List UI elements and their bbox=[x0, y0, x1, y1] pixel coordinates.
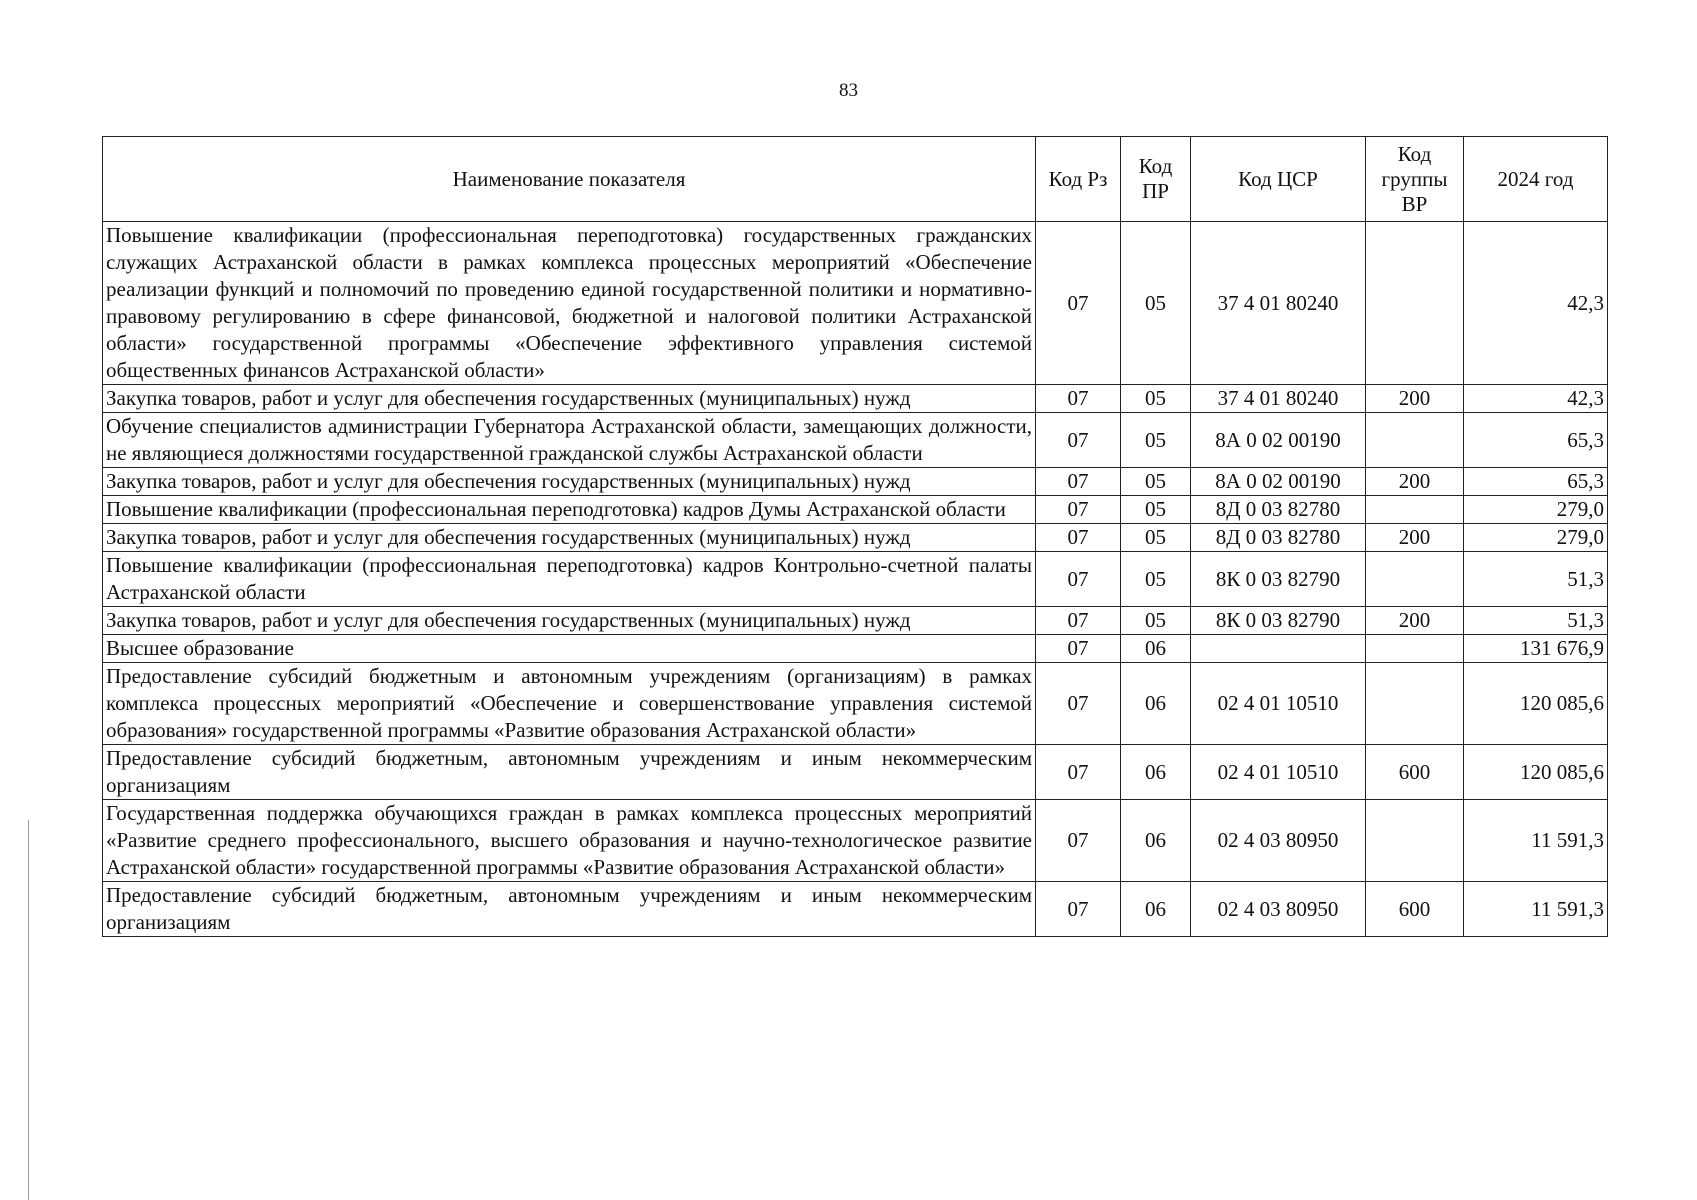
row-vr: 200 bbox=[1366, 385, 1464, 413]
row-csr: 02 4 03 80950 bbox=[1191, 882, 1366, 937]
row-name: Повышение квалификации (профессиональная переподготовка) государственных гражданских служащих Астраханской области в рамках комплекса процессных мероприятий «Обеспечение реализации функций и полномочий по проведению единой государственной политики и нормативно-правовому регулированию в сфере финансовой, бюджетной и налоговой политики Астраханской области» государственной программы «Обеспечение эффективного управления системой общественных финансов Астраханской области» bbox=[103, 222, 1036, 385]
row-amount: 42,3 bbox=[1464, 385, 1608, 413]
row-pr: 06 bbox=[1121, 635, 1191, 663]
table-row bbox=[103, 413, 1608, 468]
row-name: Закупка товаров, работ и услуг для обеспечения государственных (муниципальных) нужд bbox=[103, 524, 1036, 552]
row-name: Государственная поддержка обучающихся граждан в рамках комплекса процессных мероприятий «Развитие среднего профессионального, высшего образования и научно-технологическое развитие Астраханской области» государственной программы «Развитие образования Астраханской области» bbox=[103, 800, 1036, 882]
table-row bbox=[103, 385, 1608, 413]
row-pr: 06 bbox=[1121, 745, 1191, 800]
row-name: Высшее образование bbox=[103, 635, 1036, 663]
row-rz: 07 bbox=[1036, 800, 1121, 882]
table-row bbox=[103, 882, 1608, 937]
row-rz: 07 bbox=[1036, 882, 1121, 937]
row-csr: 37 4 01 80240 bbox=[1191, 222, 1366, 385]
row-name: Предоставление субсидий бюджетным, автономным учреждениям и иным некоммерческим организациям bbox=[103, 745, 1036, 800]
row-pr: 06 bbox=[1121, 882, 1191, 937]
row-vr bbox=[1366, 413, 1464, 468]
row-rz: 07 bbox=[1036, 496, 1121, 524]
row-pr: 06 bbox=[1121, 800, 1191, 882]
table-row bbox=[103, 635, 1608, 663]
row-rz: 07 bbox=[1036, 552, 1121, 607]
row-amount: 51,3 bbox=[1464, 607, 1608, 635]
row-csr: 8А 0 02 00190 bbox=[1191, 468, 1366, 496]
row-csr: 8Д 0 03 82780 bbox=[1191, 524, 1366, 552]
table-row bbox=[103, 222, 1608, 385]
row-vr bbox=[1366, 496, 1464, 524]
row-vr: 600 bbox=[1366, 745, 1464, 800]
row-rz: 07 bbox=[1036, 468, 1121, 496]
row-amount: 279,0 bbox=[1464, 496, 1608, 524]
row-pr: 05 bbox=[1121, 413, 1191, 468]
binding-line bbox=[28, 820, 29, 1200]
row-csr: 02 4 01 10510 bbox=[1191, 745, 1366, 800]
row-pr: 05 bbox=[1121, 222, 1191, 385]
row-name: Предоставление субсидий бюджетным, автономным учреждениям и иным некоммерческим организациям bbox=[103, 882, 1036, 937]
row-vr: 200 bbox=[1366, 468, 1464, 496]
header-rz: Код Рз bbox=[1036, 137, 1121, 222]
row-vr bbox=[1366, 222, 1464, 385]
row-amount: 120 085,6 bbox=[1464, 663, 1608, 745]
row-amount: 11 591,3 bbox=[1464, 882, 1608, 937]
table-row bbox=[103, 607, 1608, 635]
header-name: Наименование показателя bbox=[103, 137, 1036, 222]
row-amount: 42,3 bbox=[1464, 222, 1608, 385]
row-pr: 05 bbox=[1121, 468, 1191, 496]
row-name: Закупка товаров, работ и услуг для обеспечения государственных (муниципальных) нужд bbox=[103, 385, 1036, 413]
table-row bbox=[103, 745, 1608, 800]
row-name: Повышение квалификации (профессиональная переподготовка) кадров Контрольно-счетной палаты Астраханской области bbox=[103, 552, 1036, 607]
row-vr bbox=[1366, 635, 1464, 663]
row-pr: 05 bbox=[1121, 385, 1191, 413]
row-name: Закупка товаров, работ и услуг для обеспечения государственных (муниципальных) нужд bbox=[103, 468, 1036, 496]
row-amount: 65,3 bbox=[1464, 468, 1608, 496]
table-row bbox=[103, 524, 1608, 552]
header-row bbox=[103, 137, 1608, 222]
row-name: Повышение квалификации (профессиональная переподготовка) кадров Думы Астраханской области bbox=[103, 496, 1036, 524]
row-csr bbox=[1191, 635, 1366, 663]
row-csr: 02 4 01 10510 bbox=[1191, 663, 1366, 745]
row-name: Обучение специалистов администрации Губернатора Астраханской области, замещающих должности, не являющиеся должностями государственной гражданской службы Астраханской области bbox=[103, 413, 1036, 468]
header-year: 2024 год bbox=[1464, 137, 1608, 222]
table-row bbox=[103, 496, 1608, 524]
row-amount: 120 085,6 bbox=[1464, 745, 1608, 800]
row-pr: 05 bbox=[1121, 607, 1191, 635]
row-vr bbox=[1366, 663, 1464, 745]
row-csr: 8А 0 02 00190 bbox=[1191, 413, 1366, 468]
row-amount: 51,3 bbox=[1464, 552, 1608, 607]
row-rz: 07 bbox=[1036, 385, 1121, 413]
row-amount: 131 676,9 bbox=[1464, 635, 1608, 663]
row-vr: 200 bbox=[1366, 607, 1464, 635]
row-csr: 37 4 01 80240 bbox=[1191, 385, 1366, 413]
row-amount: 11 591,3 bbox=[1464, 800, 1608, 882]
row-pr: 05 bbox=[1121, 496, 1191, 524]
row-pr: 06 bbox=[1121, 663, 1191, 745]
row-name: Предоставление субсидий бюджетным и автономным учреждениям (организациям) в рамках комплекса процессных мероприятий «Обеспечение и совершенствование управления системой образования» государственной программы «Развитие образования Астраханской области» bbox=[103, 663, 1036, 745]
page-number: 83 bbox=[839, 80, 858, 101]
row-csr: 8К 0 03 82790 bbox=[1191, 607, 1366, 635]
row-rz: 07 bbox=[1036, 663, 1121, 745]
row-csr: 8Д 0 03 82780 bbox=[1191, 496, 1366, 524]
row-name: Закупка товаров, работ и услуг для обеспечения государственных (муниципальных) нужд bbox=[103, 607, 1036, 635]
header-pr: Код ПР bbox=[1121, 137, 1191, 222]
row-csr: 8К 0 03 82790 bbox=[1191, 552, 1366, 607]
row-vr: 200 bbox=[1366, 524, 1464, 552]
table-row bbox=[103, 552, 1608, 607]
row-pr: 05 bbox=[1121, 524, 1191, 552]
row-rz: 07 bbox=[1036, 524, 1121, 552]
row-amount: 279,0 bbox=[1464, 524, 1608, 552]
row-csr: 02 4 03 80950 bbox=[1191, 800, 1366, 882]
row-rz: 07 bbox=[1036, 745, 1121, 800]
row-rz: 07 bbox=[1036, 413, 1121, 468]
row-rz: 07 bbox=[1036, 222, 1121, 385]
table-row bbox=[103, 468, 1608, 496]
budget-table bbox=[102, 136, 1608, 937]
table-row bbox=[103, 663, 1608, 745]
row-vr: 600 bbox=[1366, 882, 1464, 937]
table-row bbox=[103, 800, 1608, 882]
row-pr: 05 bbox=[1121, 552, 1191, 607]
header-csr: Код ЦСР bbox=[1191, 137, 1366, 222]
row-rz: 07 bbox=[1036, 607, 1121, 635]
row-vr bbox=[1366, 552, 1464, 607]
header-vr: Код группы ВР bbox=[1366, 137, 1464, 222]
row-rz: 07 bbox=[1036, 635, 1121, 663]
row-vr bbox=[1366, 800, 1464, 882]
row-amount: 65,3 bbox=[1464, 413, 1608, 468]
